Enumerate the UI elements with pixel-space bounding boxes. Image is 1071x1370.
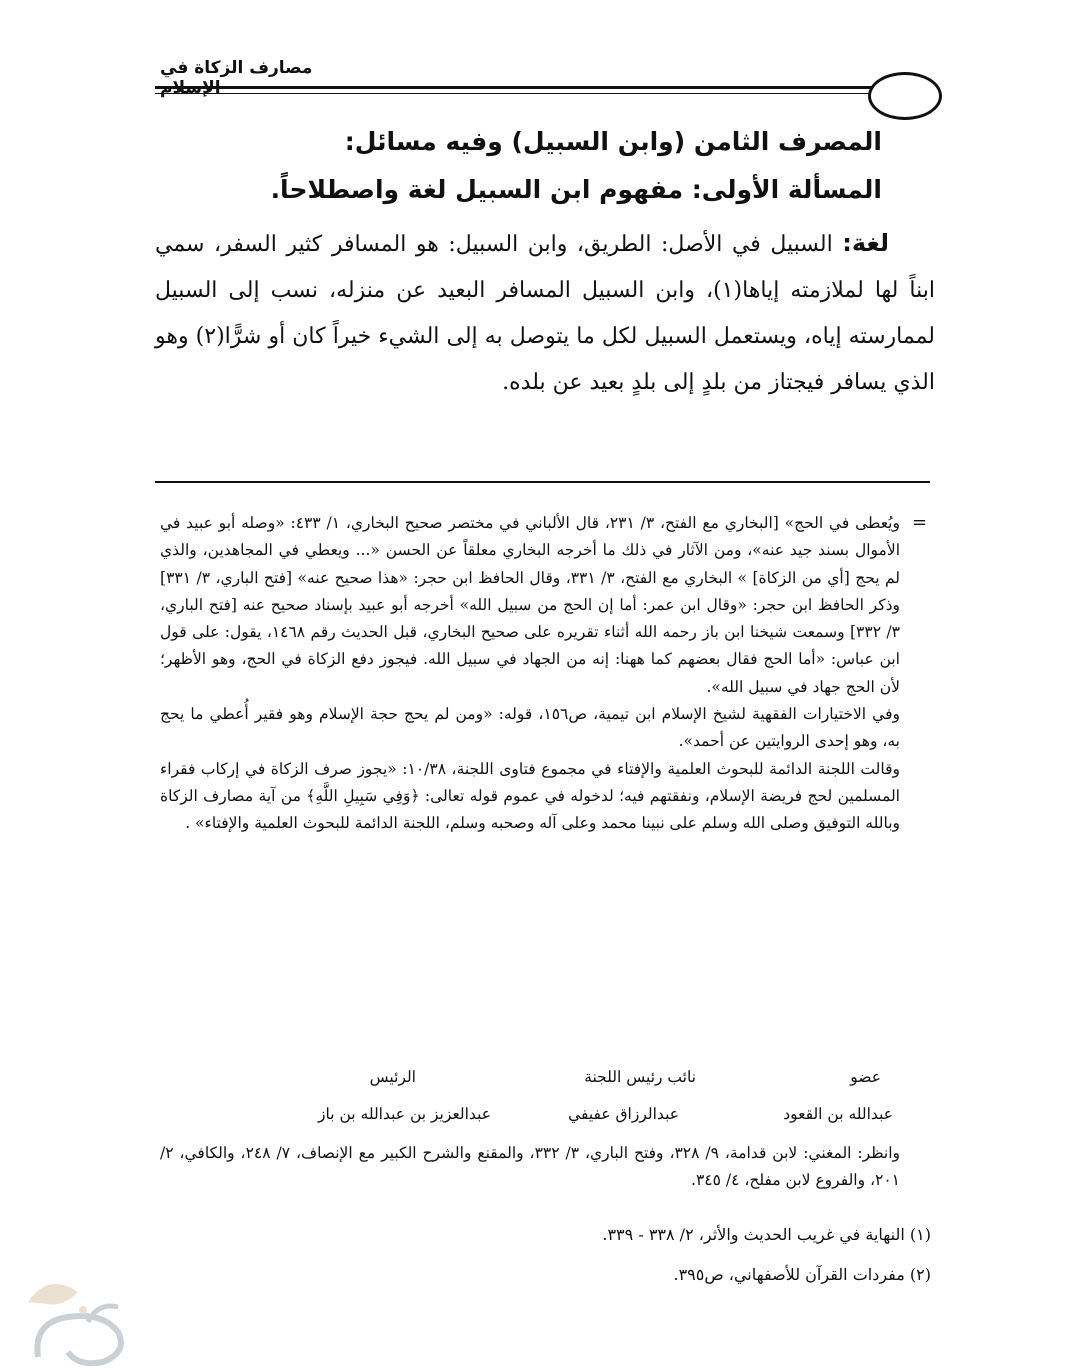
signatory-vice-title: نائب رئيس اللجنة <box>584 1068 696 1086</box>
publisher-logo-icon <box>8 1262 158 1367</box>
section-heading: المصرف الثامن (وابن السبيل) وفيه مسائل: <box>344 127 882 156</box>
definition-paragraph <box>155 220 935 406</box>
footnote-separator <box>155 481 930 483</box>
running-title: مصارف الزكاة في <box>160 58 313 78</box>
footnote-1: (١) النهاية في غريب الحديث والأثر، ٢/ ٣٣٨ - ٣٣٩. <box>602 1225 931 1244</box>
signatory-chair-title: الرئيس <box>369 1068 416 1086</box>
footnote-2: (٢) مفردات القرآن للأصفهاني، ص٣٩٥. <box>673 1265 931 1284</box>
issue-heading: المسألة الأولى: مفهوم ابن السبيل لغة واصطلاحاً. <box>270 175 882 204</box>
header-rule-thick <box>155 86 875 89</box>
header-rule-thin <box>155 93 875 94</box>
footnote-paragraph: ويُعطى في الحج» [البخاري مع الفتح، ٣/ ٢٣١، قال الألباني في مختصر صحيح البخاري، ١/ ٤٣٣: «وصله أبو عبيد في الأموال بسند جيد عنه»، ومن الآثار في ذلك ما أخرجه البخاري معلقاً عن الحسن «... ويعطي في المجاهدين، والذي لم يحج [أي من الزكاة] » البخاري مع الفتح، ٣/ ٣٣١، وقال الحافظ ابن حجر: «هذا صحيح عنه» [فتح الباري، ٣/ ٣٣١] وذكر الحافظ ابن حجر: «وقال ابن عمر: أما إن الحج من سبيل الله» أخرجه أبو عبيد بإسناد صحيح عنه [فتح الباري، ٣/ ٣٣٢] وسمعت شيخنا ابن باز رحمه الله أثناء تقريره على صحيح البخاري، قبل الحديث رقم ١٤٦٨، يقول: على قول ابن عباس: «أما الحج فقال بعضهم كما ههنا: إنه من الجهاد في سبيل الله. فيجوز دفع الزكاة في الحج، وهو الأظهر؛ لأن الحج جهاد في سبيل الله». <box>160 514 900 696</box>
see-also-paragraph <box>160 1140 900 1195</box>
main-text <box>155 118 935 406</box>
footnote-paragraph: وفي الاختيارات الفقهية لشيخ الإسلام ابن تيمية، ص١٥٦، قوله: «ومن لم يحج حجة الإسلام وهو فقير أُعطي ما يحج به، وهو إحدى الروايتين عن أحمد». <box>160 705 900 751</box>
signatory-vice-name: عبدالرزاق عفيفي <box>568 1105 679 1123</box>
continuation-mark: = <box>912 512 928 533</box>
signatory-member-title: عضو <box>850 1068 881 1086</box>
see-also-text: وانظر: المغني: لابن قدامة، ٩/ ٣٢٨، وفتح الباري، ٣/ ٣٣٢، والمقنع والشرح الكبير مع الإنصاف، ٧/ ٢٤٨، والكافي، ٢/ ٢٠١، والفروع لابن مفلح، ٤/ ٣٤٥. <box>160 1144 901 1190</box>
signatory-chair-name: عبدالعزيز بن عبدالله بن باز <box>318 1105 491 1123</box>
paragraph-lead: لغة: <box>842 229 889 257</box>
page-number-oval-icon <box>868 72 942 120</box>
footnote-paragraph: وقالت اللجنة الدائمة للبحوث العلمية والإفتاء في مجموع فتاوى اللجنة، ١٠/٣٨: «يجوز صرف الزكاة في إركاب فقراء المسلمين لحج فريضة الإسلام، ونفقتهم فيه؛ لدخوله في عموم قوله تعالى: ﴿وَفِي سَبِيلِ اللَّهِ﴾ من آية مصارف الزكاة وبالله التوفيق وصلى الله وسلم على نبينا محمد وعلى آله وصحبه وسلم، اللجنة الدائمة للبحوث العلمية والإفتاء» . <box>160 759 900 833</box>
signatory-member-name: عبدالله بن القعود <box>783 1105 893 1123</box>
footnotes-block <box>160 510 900 838</box>
paragraph-body: السبيل في الأصل: الطريق، وابن السبيل: هو المسافر كثير السفر، سمي ابناً لها لملازمته إياها(١)، وابن السبيل المسافر البعيد عن منزله، نسب إلى السبيل لممارسته إياه، ويستعمل السبيل لكل ما يتوصل به إلى الشيء خيراً كان أو شرًّا(٢) وهو الذي يسافر فيجتاز من بلدٍ إلى بلدٍ بعيد عن بلده. <box>155 232 935 395</box>
